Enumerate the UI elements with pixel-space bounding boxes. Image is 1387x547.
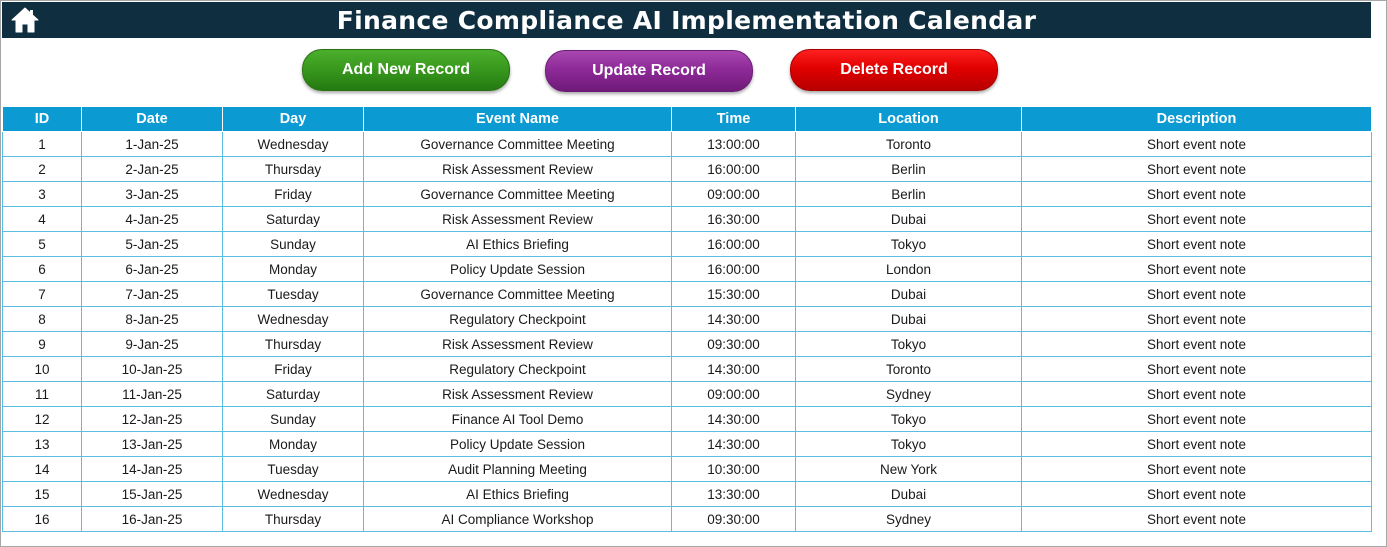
cell-location[interactable]: Dubai [796,207,1022,232]
title-bar [2,2,1371,38]
cell-event-name[interactable]: Audit Planning Meeting [364,457,672,482]
cell-location[interactable]: Toronto [796,357,1022,382]
table-row[interactable] [3,282,1372,307]
table-row[interactable] [3,407,1372,432]
cell-id[interactable]: 4 [3,207,82,232]
cell-location[interactable]: Sydney [796,382,1022,407]
cell-id[interactable]: 16 [3,507,82,532]
cell-time[interactable]: 13:00:00 [672,132,796,157]
cell-date[interactable]: 1-Jan-25 [82,132,223,157]
cell-id[interactable]: 1 [3,132,82,157]
cell-day[interactable]: Wednesday [223,132,364,157]
cell-event-name[interactable]: AI Ethics Briefing [364,232,672,257]
cell-id[interactable]: 10 [3,357,82,382]
cell-date[interactable]: 4-Jan-25 [82,207,223,232]
cell-date[interactable]: 10-Jan-25 [82,357,223,382]
cell-event-name[interactable]: Risk Assessment Review [364,207,672,232]
cell-description[interactable]: Short event note [1022,282,1372,307]
table-row[interactable] [3,207,1372,232]
table-row[interactable] [3,507,1372,532]
cell-event-name[interactable]: Policy Update Session [364,257,672,282]
cell-description[interactable]: Short event note [1022,457,1372,482]
table-row[interactable] [3,382,1372,407]
cell-location[interactable]: New York [796,457,1022,482]
table-row[interactable] [3,482,1372,507]
column-header-day[interactable]: Day [223,107,364,132]
cell-description[interactable]: Short event note [1022,407,1372,432]
cell-description[interactable]: Short event note [1022,157,1372,182]
home-icon[interactable] [8,4,42,36]
cell-date[interactable]: 16-Jan-25 [82,507,223,532]
cell-id[interactable]: 12 [3,407,82,432]
cell-day[interactable]: Friday [223,357,364,382]
cell-date[interactable]: 11-Jan-25 [82,382,223,407]
cell-location[interactable]: Tokyo [796,407,1022,432]
column-header-description[interactable]: Description [1022,107,1372,132]
cell-time[interactable]: 16:00:00 [672,157,796,182]
cell-description[interactable]: Short event note [1022,182,1372,207]
cell-description[interactable]: Short event note [1022,207,1372,232]
cell-date[interactable]: 3-Jan-25 [82,182,223,207]
cell-day[interactable]: Wednesday [223,307,364,332]
cell-time[interactable]: 09:00:00 [672,182,796,207]
cell-date[interactable]: 9-Jan-25 [82,332,223,357]
cell-description[interactable]: Short event note [1022,382,1372,407]
cell-date[interactable]: 13-Jan-25 [82,432,223,457]
cell-time[interactable]: 13:30:00 [672,482,796,507]
cell-event-name[interactable]: Finance AI Tool Demo [364,407,672,432]
cell-date[interactable]: 8-Jan-25 [82,307,223,332]
cell-id[interactable]: 7 [3,282,82,307]
cell-day[interactable]: Thursday [223,157,364,182]
cell-time[interactable]: 16:00:00 [672,257,796,282]
cell-description[interactable]: Short event note [1022,482,1372,507]
cell-event-name[interactable]: Risk Assessment Review [364,157,672,182]
cell-location[interactable]: Berlin [796,157,1022,182]
add-new-record-button[interactable]: Add New Record [302,49,510,91]
cell-event-name[interactable]: Policy Update Session [364,432,672,457]
cell-time[interactable]: 09:30:00 [672,332,796,357]
cell-location[interactable]: Sydney [796,507,1022,532]
cell-time[interactable]: 14:30:00 [672,407,796,432]
cell-date[interactable]: 6-Jan-25 [82,257,223,282]
table-row[interactable] [3,132,1372,157]
cell-location[interactable]: Tokyo [796,332,1022,357]
column-header-location[interactable]: Location [796,107,1022,132]
cell-location[interactable]: Dubai [796,282,1022,307]
cell-id[interactable]: 8 [3,307,82,332]
cell-description[interactable]: Short event note [1022,507,1372,532]
cell-location[interactable]: Dubai [796,307,1022,332]
cell-event-name[interactable]: AI Compliance Workshop [364,507,672,532]
cell-day[interactable]: Friday [223,182,364,207]
cell-date[interactable]: 15-Jan-25 [82,482,223,507]
cell-day[interactable]: Sunday [223,407,364,432]
cell-date[interactable]: 2-Jan-25 [82,157,223,182]
delete-record-button[interactable]: Delete Record [790,49,998,91]
cell-id[interactable]: 13 [3,432,82,457]
cell-description[interactable]: Short event note [1022,232,1372,257]
cell-description[interactable]: Short event note [1022,357,1372,382]
cell-day[interactable]: Thursday [223,507,364,532]
cell-event-name[interactable]: AI Ethics Briefing [364,482,672,507]
cell-day[interactable]: Wednesday [223,482,364,507]
cell-date[interactable]: 12-Jan-25 [82,407,223,432]
cell-date[interactable]: 7-Jan-25 [82,282,223,307]
cell-location[interactable]: London [796,257,1022,282]
cell-time[interactable]: 14:30:00 [672,357,796,382]
events-table [2,106,1372,532]
cell-time[interactable]: 10:30:00 [672,457,796,482]
cell-description[interactable]: Short event note [1022,332,1372,357]
cell-id[interactable]: 14 [3,457,82,482]
cell-day[interactable]: Sunday [223,232,364,257]
cell-day[interactable]: Tuesday [223,282,364,307]
cell-date[interactable]: 14-Jan-25 [82,457,223,482]
cell-location[interactable]: Dubai [796,482,1022,507]
cell-event-name[interactable]: Governance Committee Meeting [364,282,672,307]
table-row[interactable] [3,307,1372,332]
cell-location[interactable]: Tokyo [796,432,1022,457]
cell-description[interactable]: Short event note [1022,432,1372,457]
cell-event-name[interactable]: Risk Assessment Review [364,332,672,357]
cell-id[interactable]: 3 [3,182,82,207]
page-title: Finance Compliance AI Implementation Calendar [336,5,1037,35]
cell-day[interactable]: Thursday [223,332,364,357]
update-record-button[interactable]: Update Record [545,50,753,92]
cell-id[interactable]: 15 [3,482,82,507]
cell-description[interactable]: Short event note [1022,132,1372,157]
cell-time[interactable]: 09:00:00 [672,382,796,407]
table-row[interactable] [3,332,1372,357]
table-row[interactable] [3,232,1372,257]
cell-time[interactable]: 14:30:00 [672,307,796,332]
cell-id[interactable]: 6 [3,257,82,282]
table-row[interactable] [3,257,1372,282]
column-header-date[interactable]: Date [82,107,223,132]
column-header-event-name[interactable]: Event Name [364,107,672,132]
cell-day[interactable]: Monday [223,257,364,282]
cell-day[interactable]: Monday [223,432,364,457]
cell-time[interactable]: 16:00:00 [672,232,796,257]
cell-event-name[interactable]: Regulatory Checkpoint [364,307,672,332]
cell-day[interactable]: Saturday [223,207,364,232]
cell-day[interactable]: Saturday [223,382,364,407]
table-row[interactable] [3,457,1372,482]
cell-location[interactable]: Toronto [796,132,1022,157]
cell-location[interactable]: Tokyo [796,232,1022,257]
cell-day[interactable]: Tuesday [223,457,364,482]
table-body [3,132,1372,532]
cell-location[interactable]: Berlin [796,182,1022,207]
cell-event-name[interactable]: Regulatory Checkpoint [364,357,672,382]
cell-event-name[interactable]: Governance Committee Meeting [364,132,672,157]
cell-time[interactable]: 15:30:00 [672,282,796,307]
cell-id[interactable]: 9 [3,332,82,357]
cell-time[interactable]: 09:30:00 [672,507,796,532]
cell-id[interactable]: 2 [3,157,82,182]
column-header-time[interactable]: Time [672,107,796,132]
column-header-id[interactable]: ID [3,107,82,132]
table-row[interactable] [3,182,1372,207]
cell-date[interactable]: 5-Jan-25 [82,232,223,257]
table-header [3,107,1372,132]
cell-time[interactable]: 14:30:00 [672,432,796,457]
cell-time[interactable]: 16:30:00 [672,207,796,232]
table-row[interactable] [3,157,1372,182]
table-row[interactable] [3,357,1372,382]
table-row[interactable] [3,432,1372,457]
cell-id[interactable]: 5 [3,232,82,257]
cell-id[interactable]: 11 [3,382,82,407]
cell-event-name[interactable]: Governance Committee Meeting [364,182,672,207]
cell-description[interactable]: Short event note [1022,257,1372,282]
cell-description[interactable]: Short event note [1022,307,1372,332]
cell-event-name[interactable]: Risk Assessment Review [364,382,672,407]
